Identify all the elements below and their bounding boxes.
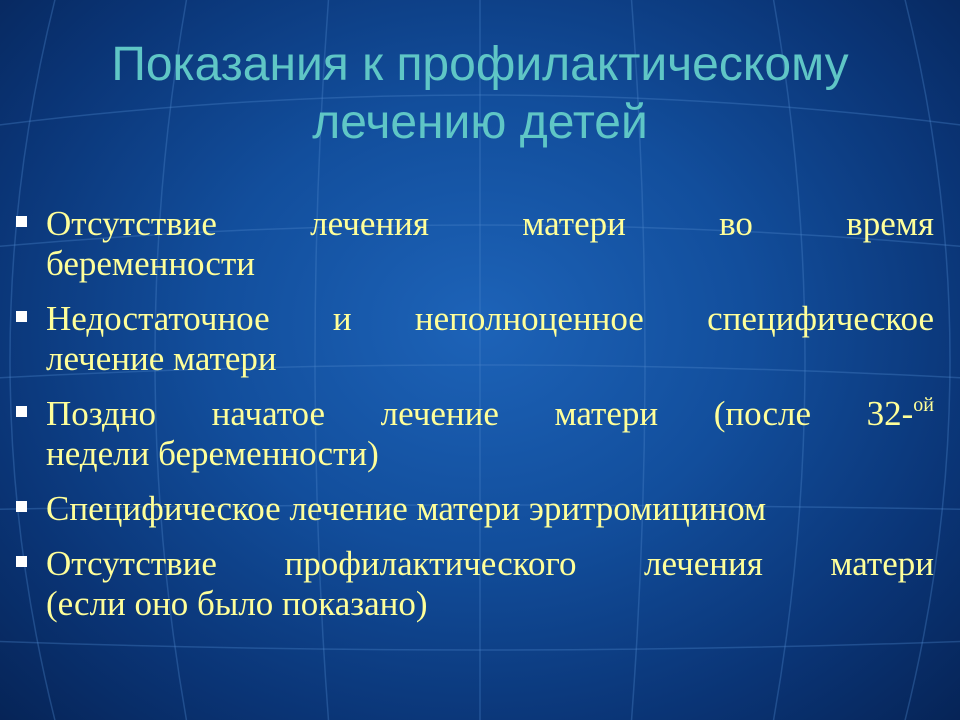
list-item-text: лечение матери <box>46 339 277 378</box>
list-item-text-main: Поздно начатое лечение матери (после 32- <box>46 394 914 433</box>
ordinal-suffix: ой <box>913 394 934 416</box>
square-bullet-icon <box>16 556 27 567</box>
list-item <box>14 204 934 284</box>
square-bullet-icon <box>16 216 27 227</box>
square-bullet-icon <box>16 406 27 417</box>
slide-title <box>20 36 940 152</box>
list-item <box>14 489 934 529</box>
list-item <box>14 394 934 474</box>
square-bullet-icon <box>16 501 27 512</box>
list-item-text: Недостаточное и неполноценное специфическое <box>46 299 934 338</box>
list-item-text: Отсутствие профилактического лечения матери <box>46 544 934 583</box>
list-item-text: Отсутствие лечения матери во время <box>46 204 934 243</box>
list-item-text: Специфическое лечение матери эритромицином <box>46 489 767 528</box>
list-item <box>14 299 934 379</box>
square-bullet-icon <box>16 311 27 322</box>
list-item-text: недели беременности) <box>46 434 379 473</box>
indications-list <box>14 204 934 639</box>
slide-title-line-1: Показания к профилактическому <box>111 38 849 91</box>
slide-title-line-2: лечению детей <box>312 96 648 149</box>
list-item-text: (если оно было показано) <box>46 584 428 623</box>
list-item <box>14 544 934 624</box>
list-item-text: беременности <box>46 244 255 283</box>
list-item-text <box>46 394 934 434</box>
